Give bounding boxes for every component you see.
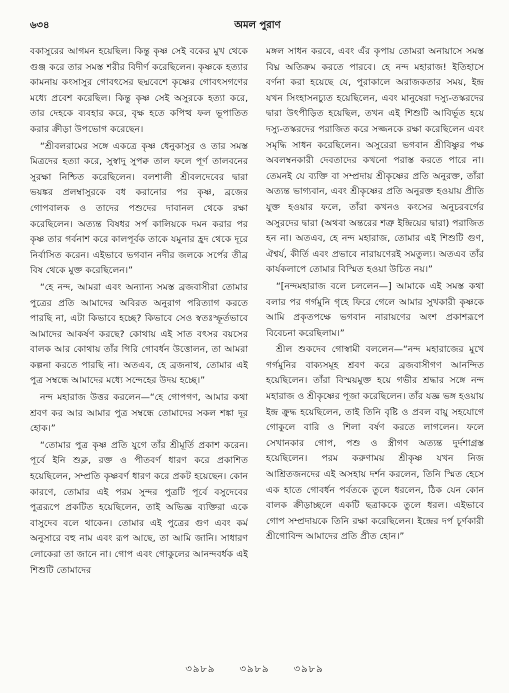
running-title: অমল পুরাণ: [234, 20, 281, 31]
left-text-column: [30, 44, 248, 642]
ornament-glyph: ৩৯৮৯: [293, 664, 324, 675]
right-text-column: [266, 44, 484, 642]
paragraph: বকাসুরের আগমন হয়েছিল। কিন্তু কৃষ্ণ সেই বকের মুখ থেকে গুঞ্জ করে তার সমস্ত শরীর বিদীর্ণ করেছিলেন। কৃষ্ণকে হত্যার কামনায় কংসাসুর গোবৎসের ছদ্মবেশে কৃষ্ণের গোবৎসগণের মধ্যে প্রবেশ করেছিল। কিন্তু কৃষ্ণ সেই অসুরকে হত্যা করে, তার দেহকে ব্যবহার করে, বৃক্ষ হতে কপিত্থ ফল ভূপাতিত করার ক্রীড়া উপভোগ করেছেন।: [30, 46, 248, 135]
page-header: [30, 18, 485, 34]
ornament-glyph: ৩৯৮৯: [239, 664, 270, 675]
paragraph: “তোমার পুত্র কৃষ্ণ প্রতি যুগে তাঁর শ্রীমূর্তি প্রকাশ করেন। পূর্বে ইনি শুক্ল, রক্ত ও পীতবর্ণ ধারণ করে প্রকাশিত হয়েছিলেন, সম্প্রতি কৃষ্ণবর্ণ ধারণ করে প্রকট হয়েছেন। কোন কারণে, তোমার এই পরম সুন্দর পুত্রটি পূর্বে বসুদেবের পুত্ররূপে প্রকটিত হয়েছিলেন, তাই অভিজ্ঞ ব্যক্তিরা একে বাসুদেব বলে থাকেন। তোমার এই পুত্রের গুণ এবং কর্ম অনুসারে বহু নাম এবং রূপ আছে, তা আমি জানি। সাধারণ লোকেরা তা জানে না। গোপ এবং গোকুলের আনন্দবর্ধক এই শিশুটি তোমাদের: [30, 439, 248, 576]
paragraph: “হে নন্দ, আমরা এবং অন্যান্য সমস্ত ব্রজবাসীরা তোমার পুত্রের প্রতি আমাদের অবিরত অনুরাগ পরিত্যাগ করতে পারছি না, এটা কিভাবে হচ্ছে? কিভাবে সেও স্বতঃস্ফূর্তভাবে আমাদের আকর্ষণ করছে? কোথায় এই সাত বৎসর বয়সের বালক আর কোথায় তাঁর গিরি গোবর্ধন উত্তোলন, তা আমরা কল্পনা করতে পারছি না। অতএব, হে ব্রজনাথ, তোমার এই পুত্র সম্বন্ধে আমাদের মধ্যে সন্দেহের উদয় হচ্ছে।”: [30, 281, 248, 387]
footer-ornament: [0, 662, 509, 679]
page-number: ৬৩৪: [30, 20, 50, 31]
paragraph: “শ্রীবলরামের সঙ্গে একত্রে কৃষ্ণ ধেনুকাসুর ও তার সমস্ত মিত্রদের হত্যা করে, সুস্বাদু সুপক্ব তাল ফলে পূর্ণ তালবনের সুরক্ষা নিশ্চিত করেছিলেন। বলশালী শ্রীবলদেবের দ্বারা ভয়ঙ্কর প্রলম্বাসুরকে বধ করানোর পর কৃষ্ণ, ব্রজের গোপবালক ও তাদের পশুদের দাবানল থেকে রক্ষা করেছিলেন। অত্যন্ত বিষধর সর্প কালিয়কে দমন করার পর কৃষ্ণ তার গর্বনাশ করে কালপূর্বক তাকে যমুনার হ্রদ থেকে দূরে নির্বাসিত করেন। এইভাবে ভগবান নদীর জলকে সর্পের তীব্র বিষ থেকে মুক্ত করেছিলেন।”: [30, 140, 248, 277]
ornament-glyph: ৩৯৮৯: [185, 664, 216, 675]
paragraph: “[নন্দমহারাজ বলে চললেন—] আমাকে এই সমস্ত কথা বলার পর গর্গমুনি গৃহে ফিরে গেলে আমার সুখকারী কৃষ্ণকে আমি প্রকৃতপক্ষে ভগবান নারায়ণের অংশ প্রকাশরূপে বিবেচনা করেছিলাম।”: [266, 280, 484, 339]
paragraph: মঙ্গল সাধন করবে, এবং এঁর কৃপায় তোমরা অনায়াসে সমস্ত বিঘ্ন অতিক্রম করতে পারবে। হে নন্দ মহারাজ! ইতিহাসে বর্ণনা করা হয়েছে যে, পুরাকালে অরাজকতার সময়, ইন্দ্র যখন সিংহাসনচ্যুত হয়েছিলেন, এবং মানুষেরা দস্যু-তস্করদের দ্বারা উৎপীড়িত হয়েছিল, তখন এই শিশুটি আবির্ভূত হয়ে দস্যু-তস্করদের পরাজিত করে সজ্জনকে রক্ষা করেছিলেন এবং সমৃদ্ধি সাধন করেছিলেন। অসুরেরা ভগবান শ্রীবিষ্ণুর পক্ষ অবলম্বনকারী দেবতাদের কখনো পরাস্ত করতে পারে না। তেমনই যে ব্যক্তি বা সম্প্রদায় শ্রীকৃষ্ণের প্রতি অনুরক্ত, তাঁরা অত্যন্ত ভাগ্যবান, এবং শ্রীকৃষ্ণের প্রতি অনুরক্ত হওয়ায় প্রীতি যুক্ত হওয়ার ফলে, তাঁরা কখনও কংসের অনুচরবর্গের অসুরদের দ্বারা (অথবা অন্তরের শত্রু ইন্দ্রিয়ের দ্বারা) পরাজিত হন না। অতএব, হে নন্দ মহারাজ, তোমার এই শিশুটি গুণ, ঐশ্বর্য, কীর্তি এবং প্রভাবে নারায়ণেরই সমতুল্য। অতএব তাঁর কার্যকলাপে তোমার বিস্মিত হওয়া উচিত নয়।”: [266, 46, 484, 276]
paragraph: শ্রীল শুকদেব গোস্বামী বললেন—“নন্দ মহারাজের মুখে গর্গমুনির বাক্যসমূহ শ্রবণ করে ব্রজবাসীগণ আনন্দিত হয়েছিলেন। তাঁরা বিস্ময়মুক্ত হয়ে গভীর শ্রদ্ধার সঙ্গে নন্দ মহারাজ ও শ্রীকৃষ্ণের পূজা করেছিলেন। তাঁর যজ্ঞ ভঙ্গ হওয়ায় ইন্দ্র ক্রুদ্ধ হয়েছিলেন, তাই তিনি বৃষ্টি ও প্রবল বায়ু সহযোগে গোকুলে বারি ও শিলা বর্ষণ করতে লাগলেন। ফলে সেখানকার গোপ, পশু ও স্ত্রীগণ অত্যন্ত দুর্দশাগ্রস্ত হয়েছিলেন। পরম করুণাময় শ্রীকৃষ্ণ যখন নিজ আশ্রিতজনদের এই অসহায় দর্শন করলেন, তিনি স্মিত হেসে এক হাতে গোবর্ধন পর্বতকে তুলে ধরলেন, ঠিক যেন কোন বালক ক্রীড়াচ্ছলে একটি ছত্রাককে তুলে ধরল। এইভাবে গোপ সম্প্রদায়কে তিনি রক্ষা করেছিলেন। ইন্দ্রের দর্প চূর্ণকারী শ্রীগোবিন্দ আমাদের প্রতি প্রীত হোন।”: [266, 344, 484, 543]
paragraph: নন্দ মহারাজ উত্তর করলেন—“হে গোপগণ, আমার কথা শ্রবণ কর আর আমার পুত্র সম্বন্ধে তোমাদের সকল শঙ্কা দূর হোক।”: [30, 392, 248, 435]
